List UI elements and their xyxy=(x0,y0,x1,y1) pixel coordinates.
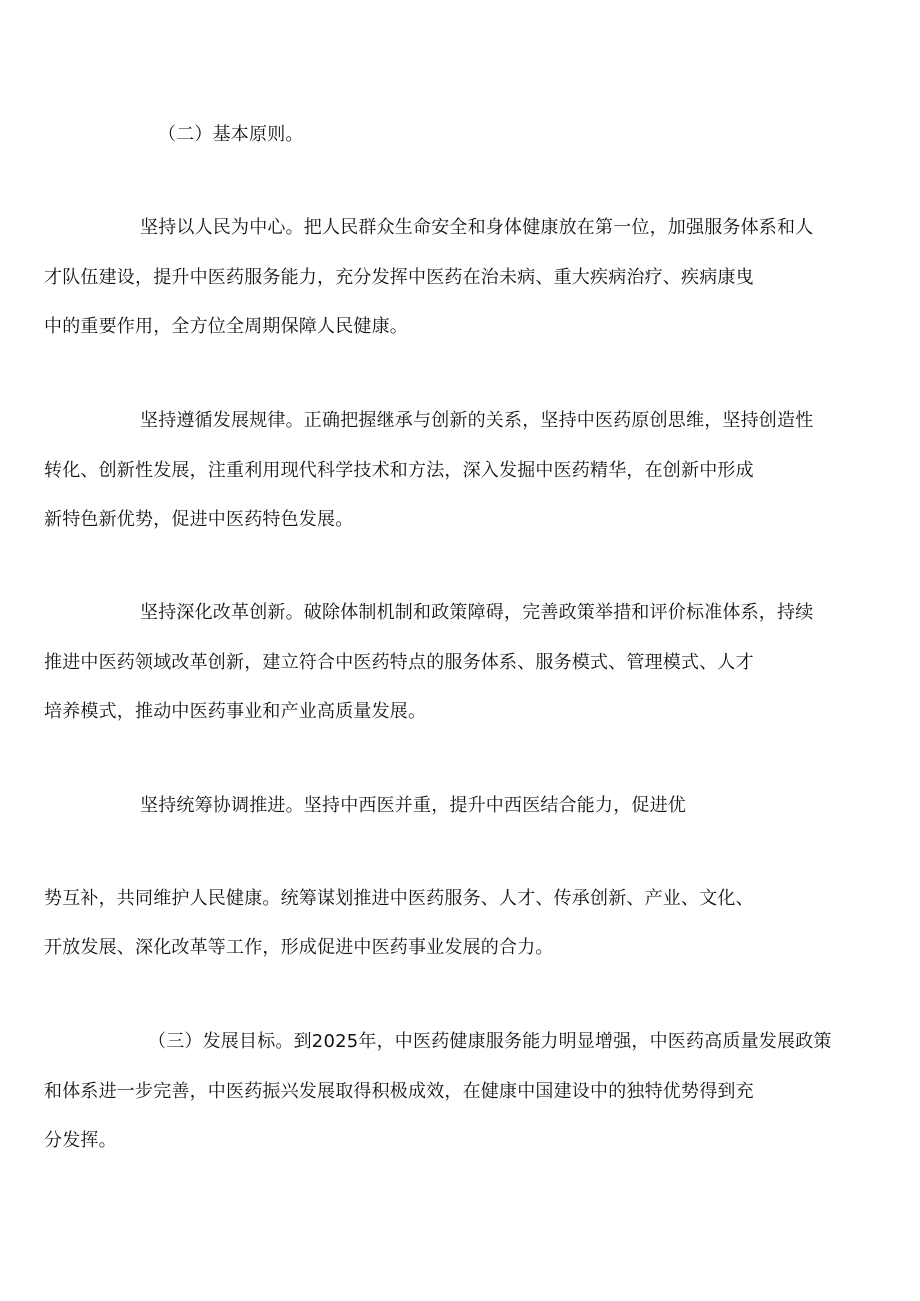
section-goals-line-1: （三）发展目标。到2025年，中医药健康服务能力明显增强，中医药高质量发展政策 xyxy=(148,1031,832,1052)
paragraph-reform-line-2: 推进中医药领域改革创新，建立符合中医药特点的服务体系、服务模式、管理模式、人才 xyxy=(44,652,754,673)
section-goals-line-3: 分发挥。 xyxy=(44,1130,117,1151)
section-goals-line-2: 和体系进一步完善，中医药振兴发展取得积极成效，在健康中国建设中的独特优势得到充 xyxy=(44,1081,754,1102)
paragraph-coordination-line-1: 坚持统筹协调推进。坚持中西医并重，提升中西医结合能力，促进优 xyxy=(140,795,686,816)
paragraph-development-law-line-3: 新特色新优势，促进中医药特色发展。 xyxy=(44,509,354,530)
paragraph-reform-line-1: 坚持深化改革创新。破除体制机制和政策障碍，完善政策举措和评价标准体系，持续 xyxy=(140,602,814,623)
paragraph-development-law-line-1: 坚持遵循发展规律。正确把握继承与创新的关系，坚持中医药原创思维，坚持创造性 xyxy=(140,410,814,431)
paragraph-development-law-line-2: 转化、创新性发展，注重利用现代科学技术和方法，深入发掘中医药精华，在创新中形成 xyxy=(44,460,754,481)
paragraph-people-centered-line-3: 中的重要作用，全方位全周期保障人民健康。 xyxy=(44,316,408,337)
paragraph-coordination-line-3: 开放发展、深化改革等工作，形成促进中医药事业发展的合力。 xyxy=(44,937,554,958)
paragraph-reform-line-3: 培养模式，推动中医药事业和产业高质量发展。 xyxy=(44,701,427,722)
paragraph-people-centered-line-2: 才队伍建设，提升中医药服务能力，充分发挥中医药在治未病、重大疾病治疗、疾病康曳 xyxy=(44,267,754,288)
section-heading-principles: （二）基本原则。 xyxy=(158,124,304,145)
paragraph-people-centered-line-1: 坚持以人民为中心。把人民群众生命安全和身体健康放在第一位，加强服务体系和人 xyxy=(140,217,814,238)
paragraph-coordination-line-2: 势互补，共同维护人民健康。统筹谋划推进中医药服务、人才、传承创新、产业、文化、 xyxy=(44,888,754,909)
